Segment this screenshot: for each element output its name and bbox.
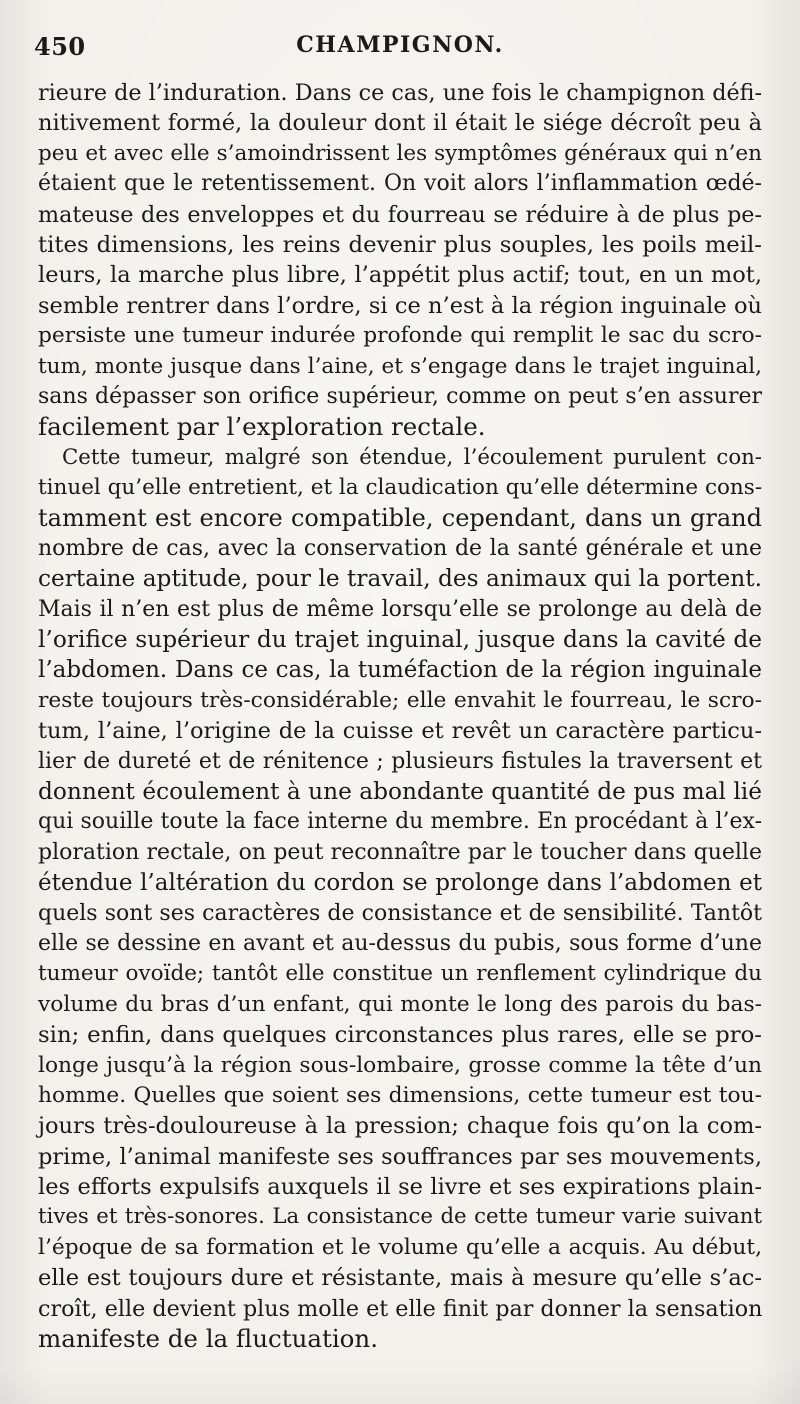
paragraph <box>38 443 762 1355</box>
text-line: l’époque de sa formation et le volume qu’elle a acquis. Au début, <box>38 1234 762 1260</box>
text-line: tinuel qu’elle entretient, et la claudication qu’elle détermine cons- <box>38 475 763 501</box>
text-line: l’abdomen. Dans ce cas, la tuméfaction de la région inguinale <box>38 657 762 684</box>
text-line: mateuse des enveloppes et du fourreau se réduire à de plus pe- <box>38 201 762 228</box>
text-line: tamment est encore compatible, cependant, dans un grand <box>38 504 762 533</box>
text-line: peu et avec elle s’amoindrissent les symptômes généraux qui n’en <box>38 140 762 166</box>
text-line: reste toujours très-considérable; elle envahit le fourreau, le scro- <box>38 687 762 713</box>
text-line: certaine aptitude, pour le travail, des animaux qui la portent. <box>38 565 762 593</box>
text-line: tum, l’aine, l’origine de la cuisse et revêt un caractère particu- <box>38 718 762 745</box>
text-line: les efforts expulsifs auxquels il se livre et ses expirations plain- <box>38 1174 762 1201</box>
text-line: donnent écoulement à une abondante quantité de pus mal lié <box>38 777 762 805</box>
running-head <box>0 32 800 66</box>
text-line: volume du bras d’un enfant, qui monte le long des parois du bas- <box>38 991 762 1017</box>
text-line: tives et très-sonores. La consistance de cette tumeur varie suivant <box>38 1204 762 1230</box>
text-line: leurs, la marche plus libre, l’appétit plus actif; tout, en un mot, <box>38 262 762 289</box>
text-line: elle se dessine en avant et au-dessus du pubis, sous forme d’une <box>38 930 762 956</box>
text-line: sin; enfin, dans quelques circonstances plus rares, elle se pro- <box>38 1022 762 1049</box>
text-line: Mais il n’en est plus de même lorsqu’elle se prolonge au delà de <box>38 596 762 622</box>
text-line: nombre de cas, avec la conservation de la santé générale et une <box>38 535 762 561</box>
text-line: l’orifice supérieur du trajet inguinal, jusque dans la cavité de <box>38 626 762 654</box>
body-text <box>38 78 762 1354</box>
text-line: nitivement formé, la douleur dont il était le siége décroît peu à <box>38 110 762 137</box>
text-line: homme. Quelles que soient ses dimensions, cette tumeur est tou- <box>38 1082 762 1108</box>
running-title: CHAMPIGNON. <box>296 32 504 58</box>
text-line: tumeur ovoïde; tantôt elle constitue un renflement cylindrique du <box>38 961 762 987</box>
text-line: tites dimensions, les reins devenir plus souples, les poils meil- <box>38 231 762 258</box>
text-line: persiste une tumeur indurée profonde qui remplit le sac du scro- <box>38 323 762 349</box>
text-line: sans dépasser son orifice supérieur, comme on peut s’en assurer <box>38 383 762 409</box>
text-line: étendue l’altération du cordon se prolonge dans l’abdomen et <box>38 870 762 897</box>
text-line: jours très-douloureuse à la pression; chaque fois qu’on la com- <box>38 1113 762 1140</box>
text-line: rieure de l’induration. Dans ce cas, une fois le champignon défi- <box>38 80 762 106</box>
text-line: semble rentrer dans l’ordre, si ce n’est à la région inguinale où <box>38 292 762 319</box>
text-line: longe jusqu’à la région sous-lombaire, grosse comme la tête d’un <box>38 1052 762 1078</box>
text-line: croît, elle devient plus molle et elle finit par donner la sensation <box>38 1295 763 1322</box>
text-line: tum, monte jusque dans l’aine, et s’engage dans le trajet inguinal, <box>38 353 762 379</box>
text-line: elle est toujours dure et résistante, mais à mesure qu’elle s’ac- <box>38 1265 762 1292</box>
text-line: facilement par l’exploration rectale. <box>38 412 486 442</box>
text-line: étaient que le retentissement. On voit alors l’inflammation œdé- <box>38 171 762 197</box>
text-line: quels sont ses caractères de consistance et de sensibilité. Tantôt <box>38 900 762 926</box>
text-line: Cette tumeur, malgré son étendue, l’écoulement purulent con- <box>62 444 762 470</box>
text-line: prime, l’animal manifeste ses souffrances par ses mouvements, <box>38 1143 762 1170</box>
text-line: ploration rectale, on peut reconnaître par le toucher dans quelle <box>38 839 762 865</box>
text-line: qui souille toute la face interne du membre. En procédant à l’ex- <box>38 809 762 835</box>
page-number: 450 <box>34 32 86 61</box>
paragraph <box>38 78 762 443</box>
text-line: manifeste de la fluctuation. <box>38 1324 378 1354</box>
bleed-through-shadow <box>0 1364 800 1404</box>
text-line: lier de dureté et de rénitence ; plusieurs fistules la traversent et <box>38 748 762 774</box>
